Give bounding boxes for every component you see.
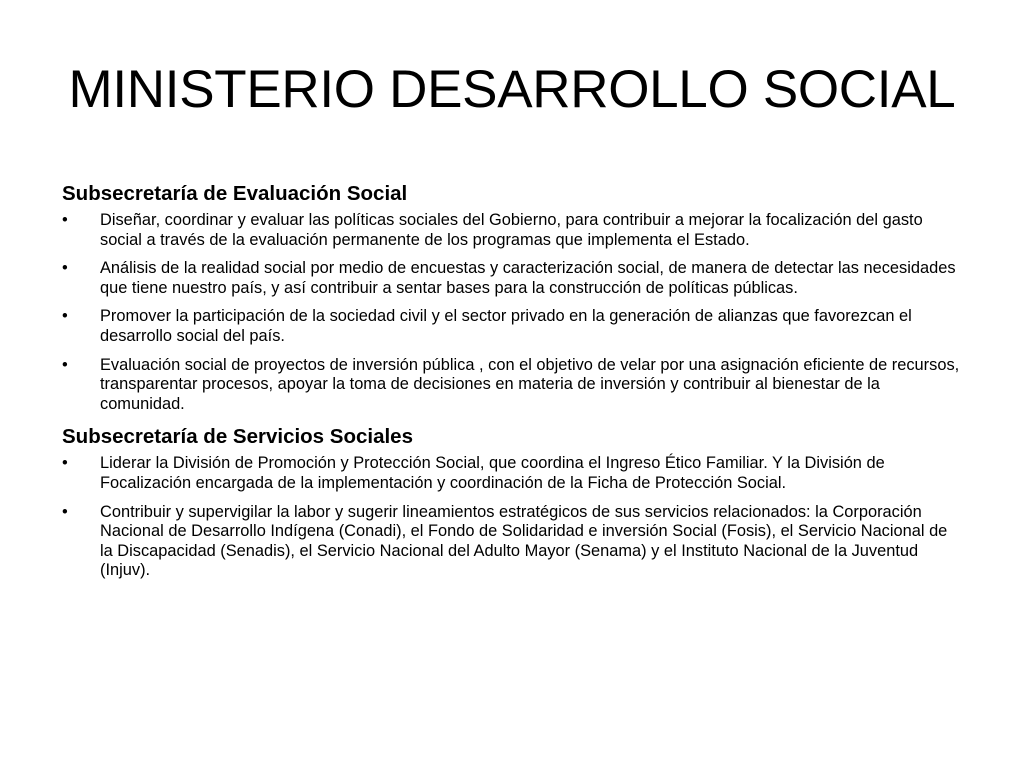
slide-title: MINISTERIO DESARROLLO SOCIAL (68, 60, 956, 119)
bullet-icon: • (62, 454, 68, 473)
bullet-text: Diseñar, coordinar y evaluar las políticas sociales del Gobierno, para contribuir a mejorar la focalización del gasto social a través de la evaluación permanente de los programas que implementa el Estado. (100, 211, 923, 249)
bullet-item (62, 356, 962, 415)
bullet-item (62, 503, 962, 581)
bullet-icon: • (62, 502, 68, 521)
bullet-text: Análisis de la realidad social por medio de encuestas y caracterización social, de manera de detectar las necesidades que tiene nuestro país, y así contribuir a sentar bases para la construcción de políticas públicas. (100, 259, 956, 297)
bullet-icon: • (62, 259, 68, 278)
bullet-icon: • (62, 307, 68, 326)
section-servicios-sociales (62, 424, 962, 581)
bullet-text: Liderar la División de Promoción y Protección Social, que coordina el Ingreso Ético Familiar. Y la División de Focalización encargada de la implementación y coordinación de la Ficha de Protección Social. (100, 454, 885, 492)
bullet-item (62, 454, 962, 493)
bullet-item (62, 307, 962, 346)
section-evaluacion-social (62, 181, 962, 414)
section-heading: Subsecretaría de Evaluación Social (62, 182, 408, 205)
bullet-text: Contribuir y supervigilar la labor y sugerir lineamientos estratégicos de sus servicios relacionados: la Corporación Nacional de Desarrollo Indígena (Conadi), el Fondo de Solidaridad e inversión Social (Fosis), el Servicio Nacional de la Discapacidad (Senadis), el Servicio Nacional del Adulto Mayor (Senama) y el Instituto Nacional de la Juventud (Injuv). (100, 502, 948, 580)
bullet-text: Promover la participación de la sociedad civil y el sector privado en la generación de alianzas que favorezcan el desarrollo social del país. (100, 307, 912, 345)
bullet-icon: • (62, 211, 68, 229)
bullet-icon: • (62, 355, 68, 374)
bullet-item (62, 259, 962, 298)
bullet-item (62, 211, 962, 250)
slide-content (62, 181, 962, 590)
bullet-text: Evaluación social de proyectos de inversión pública , con el objetivo de velar por una asignación eficiente de recursos, transparentar procesos, apoyar la toma de decisiones en materia de inversión y contribuir al bienestar de la comunidad. (100, 355, 960, 413)
section-heading: Subsecretaría de Servicios Sociales (62, 425, 413, 449)
bullet-list (62, 211, 962, 414)
bullet-list (62, 454, 962, 581)
